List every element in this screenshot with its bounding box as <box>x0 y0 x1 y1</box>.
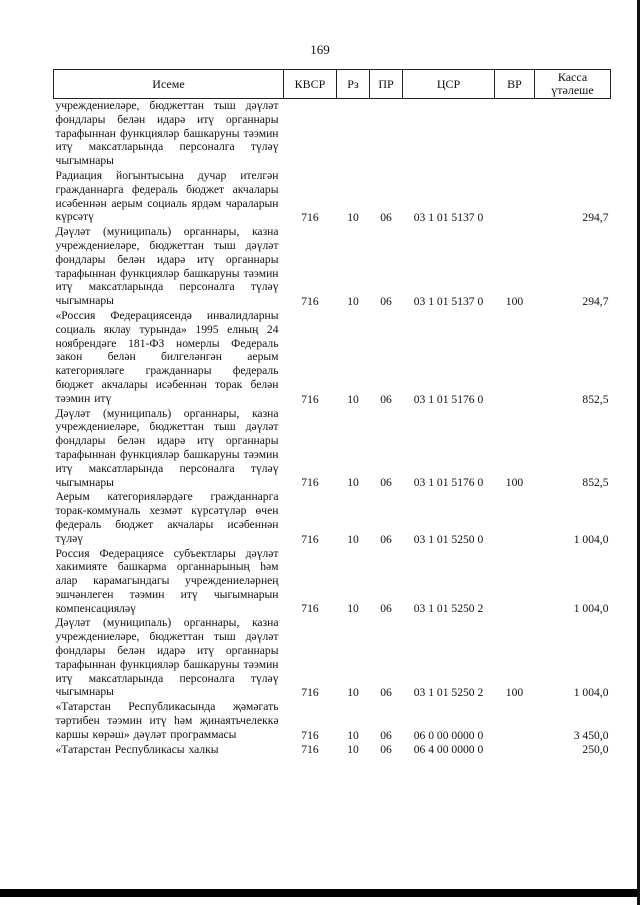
row-rz: 10 <box>347 211 359 225</box>
table-row <box>54 700 611 742</box>
row-amount: 294,7 <box>582 294 609 308</box>
header-pr: ПР <box>370 70 403 99</box>
row-amount: 852,5 <box>582 392 609 406</box>
row-csr: 03 1 01 5176 0 <box>413 392 484 406</box>
row-rz: 10 <box>347 294 359 308</box>
row-pr: 06 <box>380 476 392 490</box>
header-kvsr: КВСР <box>284 70 337 99</box>
row-amount: 1 004,0 <box>573 532 609 546</box>
row-rz: 10 <box>347 476 359 490</box>
scan-bottom-edge <box>0 889 640 897</box>
row-vr: 100 <box>505 686 524 700</box>
row-pr: 06 <box>380 602 392 616</box>
row-kvsr: 716 <box>301 532 319 546</box>
row-vr <box>495 309 535 407</box>
row-vr <box>495 547 535 617</box>
table-header-row <box>54 70 611 99</box>
row-vr <box>495 743 535 758</box>
table-row <box>54 169 611 225</box>
row-pr: 06 <box>380 742 392 756</box>
row-name: Дәүләт (муниципаль) органнары, казна учреждениеләре, бюджеттан тыш дәүләт фондлары белән идарә итү органнары тарафыннан функцияләр башкаруны тәэмин итү максатларында персоналга түләү чыгымнары <box>55 406 279 489</box>
row-vr <box>495 99 535 169</box>
table-row <box>54 547 611 617</box>
table-row <box>54 490 611 546</box>
table-row <box>54 616 611 700</box>
row-kvsr: 716 <box>301 728 319 742</box>
row-name: Дәүләт (муниципаль) органнары, казна учреждениеләре, бюджеттан тыш дәүләт фондлары белән идарә итү органнары тарафыннан функцияләр башкаруны тәэмин итү максатларында персоналга түләү чыгымнары <box>55 616 279 699</box>
row-kvsr: 716 <box>301 294 319 308</box>
table-row <box>54 309 611 407</box>
row-rz: 10 <box>347 728 359 742</box>
page-number: 169 <box>310 42 330 57</box>
table-row <box>54 225 611 309</box>
row-csr <box>403 99 495 169</box>
row-kvsr <box>284 99 337 169</box>
table-row <box>54 99 611 169</box>
row-csr: 03 1 01 5250 2 <box>413 686 484 700</box>
row-rz: 10 <box>347 602 359 616</box>
row-kvsr: 716 <box>301 476 319 490</box>
header-rz: Рз <box>337 70 370 99</box>
row-pr: 06 <box>380 532 392 546</box>
row-pr: 06 <box>380 392 392 406</box>
header-csr: ЦСР <box>403 70 495 99</box>
row-name: Россия Федерациясе субъектлары дәүләт хакимияте башкарма органнарының һәм алар карамагындагы учреждениеләрнең эшчәнлеген тәэмин итү чыгымнарын компенсацияләү <box>55 546 279 615</box>
row-amount <box>535 99 611 169</box>
row-rz <box>337 99 370 169</box>
budget-table <box>53 69 611 757</box>
row-pr: 06 <box>380 686 392 700</box>
table-row <box>54 743 611 758</box>
row-vr: 100 <box>505 294 524 308</box>
row-name: «Россия Федерациясендә инвалидларны социаль яклау турында» 1995 елның 24 ноябрендәге 181-ФЗ номерлы Федераль закон белән билгеләнгән аерым категорияләге гражданнары федераль бюджет акчалары исәбеннән торак белән тәэмин итү <box>55 308 279 405</box>
row-amount: 1 004,0 <box>573 686 609 700</box>
row-rz: 10 <box>347 532 359 546</box>
row-name: «Татарстан Республикасы халкы <box>55 742 219 756</box>
row-kvsr: 716 <box>301 211 319 225</box>
row-vr: 100 <box>505 476 524 490</box>
row-name: «Татарстан Республикасында җәмәгать тәртибен тәэмин итү һәм җинаятьчелеккә каршы көрәш» дәүләт программасы <box>55 700 279 741</box>
row-amount: 294,7 <box>582 211 609 225</box>
row-kvsr: 716 <box>301 686 319 700</box>
header-name: Исеме <box>54 70 284 99</box>
row-rz: 10 <box>347 742 359 756</box>
row-vr <box>495 169 535 225</box>
row-csr: 06 0 00 0000 0 <box>413 728 484 742</box>
row-rz: 10 <box>347 392 359 406</box>
row-rz: 10 <box>347 686 359 700</box>
row-kvsr: 716 <box>301 742 319 756</box>
row-amount: 852,5 <box>582 476 609 490</box>
row-name: учреждениеләре, бюджеттан тыш дәүләт фондлары белән идарә итү органнары тарафыннан функцияләр башкаруны тәэмин итү максатларында персоналга түләү чыгымнары <box>55 99 279 168</box>
header-kassa: Касса үтәлеше <box>535 70 611 99</box>
row-kvsr: 716 <box>301 392 319 406</box>
row-kvsr: 716 <box>301 602 319 616</box>
row-name: Дәүләт (муниципаль) органнары, казна учреждениеләре, бюджеттан тыш дәүләт фондлары белән идарә итү органнары тарафыннан функцияләр башкаруны тәэмин итү максатларында персоналга түләү чыгымнары <box>55 225 279 308</box>
header-vr: ВР <box>495 70 535 99</box>
row-amount: 3 450,0 <box>573 728 609 742</box>
row-csr: 03 1 01 5176 0 <box>413 476 484 490</box>
row-csr: 03 1 01 5250 0 <box>413 532 484 546</box>
row-csr: 03 1 01 5137 0 <box>413 211 484 225</box>
row-csr: 06 4 00 0000 0 <box>413 742 484 756</box>
row-amount: 250,0 <box>582 742 609 756</box>
row-pr <box>370 99 403 169</box>
row-vr <box>495 490 535 546</box>
table-row <box>54 407 611 491</box>
row-csr: 03 1 01 5250 2 <box>413 602 484 616</box>
row-name: Радиация йогынтысына дучар ителгән гражданнарга федераль бюджет акчалары исәбеннән аерым социаль ярдәм чараларын күрсәтү <box>55 168 279 224</box>
row-name: Аерым категорияләрдәге гражданнарга торак-коммуналь хезмәт күрсәтүләр өчен федераль бюджет акчалары исәбеннән түләү <box>55 490 279 545</box>
row-vr <box>495 700 535 742</box>
row-pr: 06 <box>380 294 392 308</box>
row-pr: 06 <box>380 211 392 225</box>
row-csr: 03 1 01 5137 0 <box>413 294 484 308</box>
row-pr: 06 <box>380 728 392 742</box>
row-amount: 1 004,0 <box>573 602 609 616</box>
